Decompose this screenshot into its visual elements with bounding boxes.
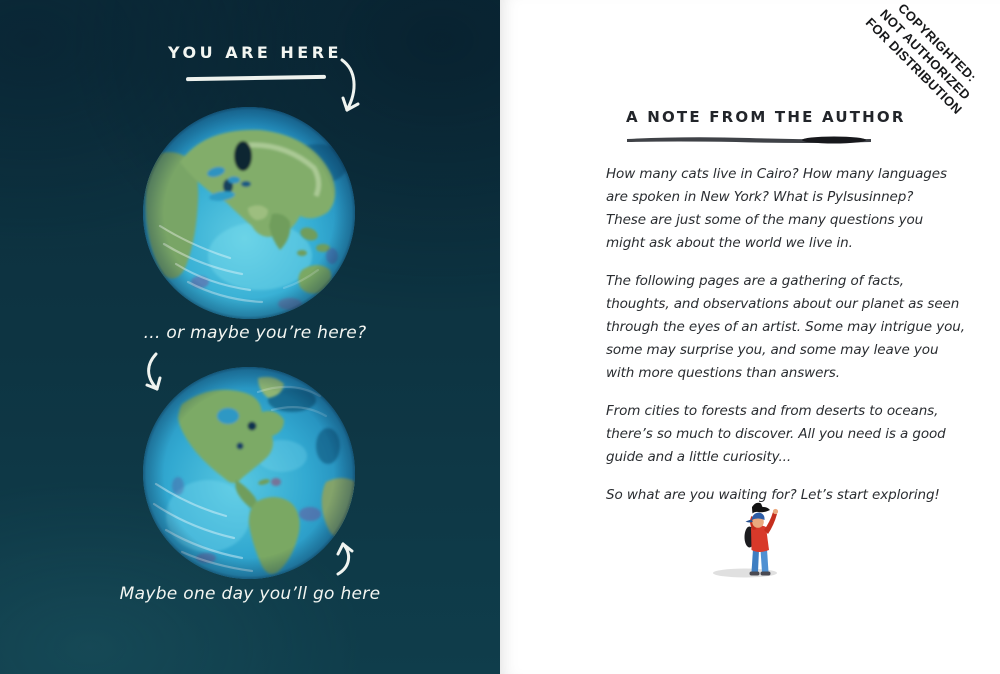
curved-arrow-up-icon [330,540,358,578]
brush-underline [624,134,874,146]
bird-icon [752,503,770,514]
paragraph-discover: From cities to forests and from deserts to oceans, there’s so much to discover. All you need is a good guide and a little curiosity... [606,403,946,465]
paragraph-exploring: So what are you waiting for? Let’s start exploring! [606,487,940,503]
person-red-jacket-with-bird-illustration [712,500,788,584]
page-title: A NOTE FROM THE AUTHOR [626,108,906,126]
author-note-body [606,163,992,522]
paragraph-questions: How many cats live in Cairo? How many languages are spoken in New York? What is Pylsusinnep? These are just some of the many questions you might ask about the world we live in. [606,166,947,251]
paragraph-following-pages: The following pages are a gathering of facts, thoughts, and observations about our planet as seen through the eyes of an artist. Some may intrigue you, some may surprise you, and some may leave you with more questions than answers. [606,273,965,381]
caption-you-are-here: YOU ARE HERE [168,43,342,62]
right-page [500,0,1000,674]
globe-eastern-hemisphere-illustration [142,106,356,320]
caption-one-day-go-here: Maybe one day you’ll go here [119,584,381,604]
caption-maybe-you-are-here: ... or maybe you’re here? [143,323,367,343]
globe-americas-illustration [142,366,356,580]
caption-underline [186,75,326,81]
copyright-watermark: COPYRIGHTED: NOT AUTHORIZED FOR DISTRIBUTION [862,0,980,118]
